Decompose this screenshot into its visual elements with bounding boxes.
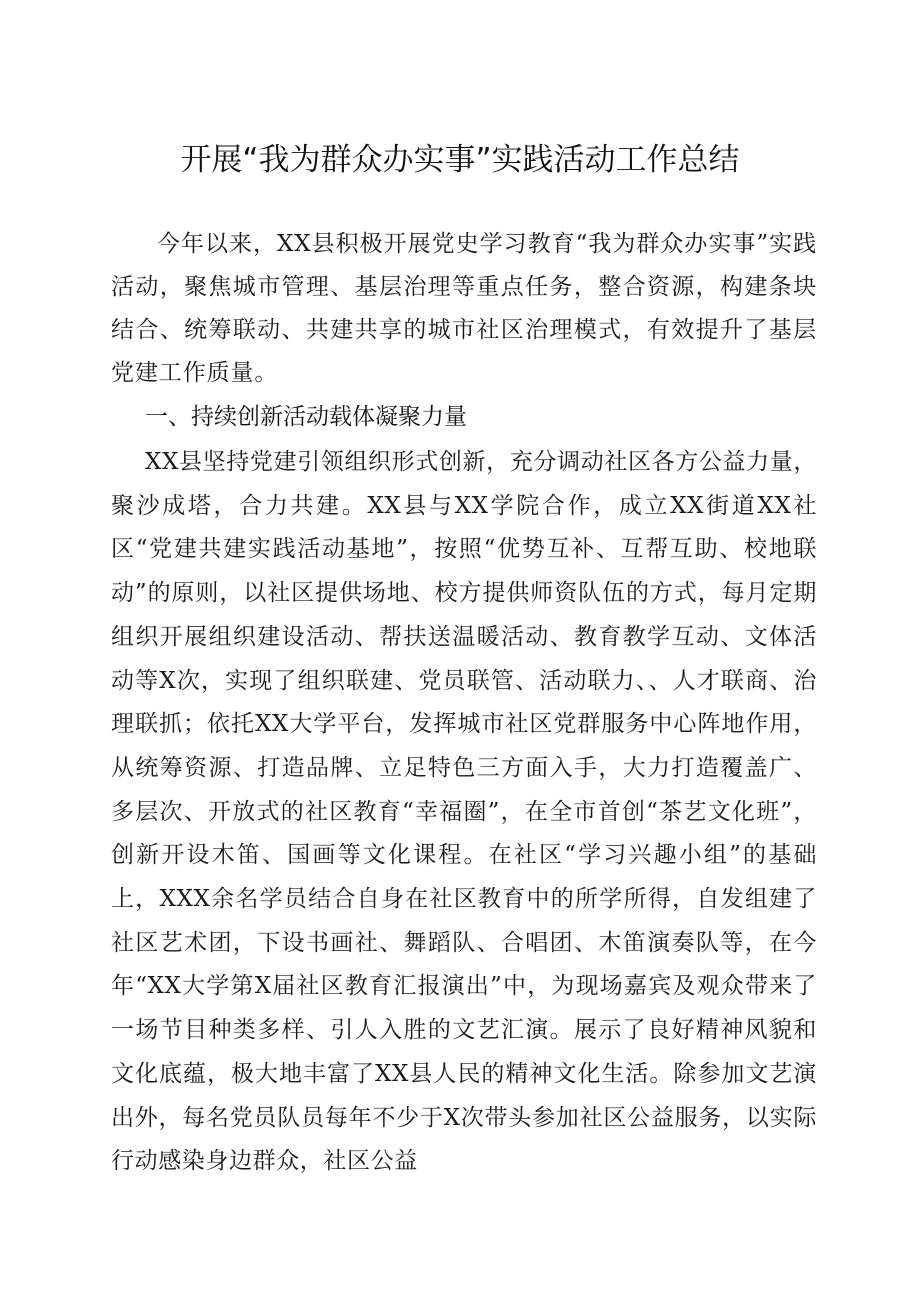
section-heading: 一、持续创新活动载体凝聚力量: [145, 404, 467, 430]
section-paragraph: XX县坚持党建引领组织形式创新，充分调动社区各方公益力量，聚沙成塔，合力共建。XX县与XX学院合作，成立XX街道XX社区“党建共建实践活动基地”，按照“优势互补、互帮互助、校地联动”的原则，以社区提供场地、校方提供师资队伍的方式，每月定期组织开展组织建设活动、帮扶送温暖活动、教育教学互动、文体活动等X次，实现了组织联建、党员联管、活动联力、、人才联商、治理联抓；依托XX大学平台，发挥城市社区党群服务中心阵地作用，从统筹资源、打造品牌、立足特色三方面入手，大力打造覆盖广、多层次、开放式的社区教育“幸福圈”，在全市首创“茶艺文化班”，创新开设木笛、国画等文化课程。在社区“学习兴趣小组”的基础上，XXX余名学员结合自身在社区教育中的所学所得，自发组建了社区艺术团，下设书画社、舞蹈队、合唱团、木笛演奏队等，在今年“XX大学第X届社区教育汇报演出”中，为现场嘉宾及观众带来了一场节目种类多样、引人入胜的文艺汇演。展示了良好精神风貌和文化底蕴，极大地丰富了XX县人民的精神文化生活。除参加文艺演出外，每名党员队员每年不少于X次带头参加社区公益服务，以实际行动感染身边群众，社区公益: [111, 449, 817, 1175]
intro-paragraph: 今年以来，XX县积极开展党史学习教育“我为群众办实事”实践活动，聚焦城市管理、基层治理等重点任务，整合资源，构建条块结合、统筹联动、共建共享的城市社区治理模式，有效提升了基层党建工作质量。: [111, 231, 817, 386]
document-title: 开展“我为群众办实事”实践活动工作总结: [180, 142, 740, 178]
